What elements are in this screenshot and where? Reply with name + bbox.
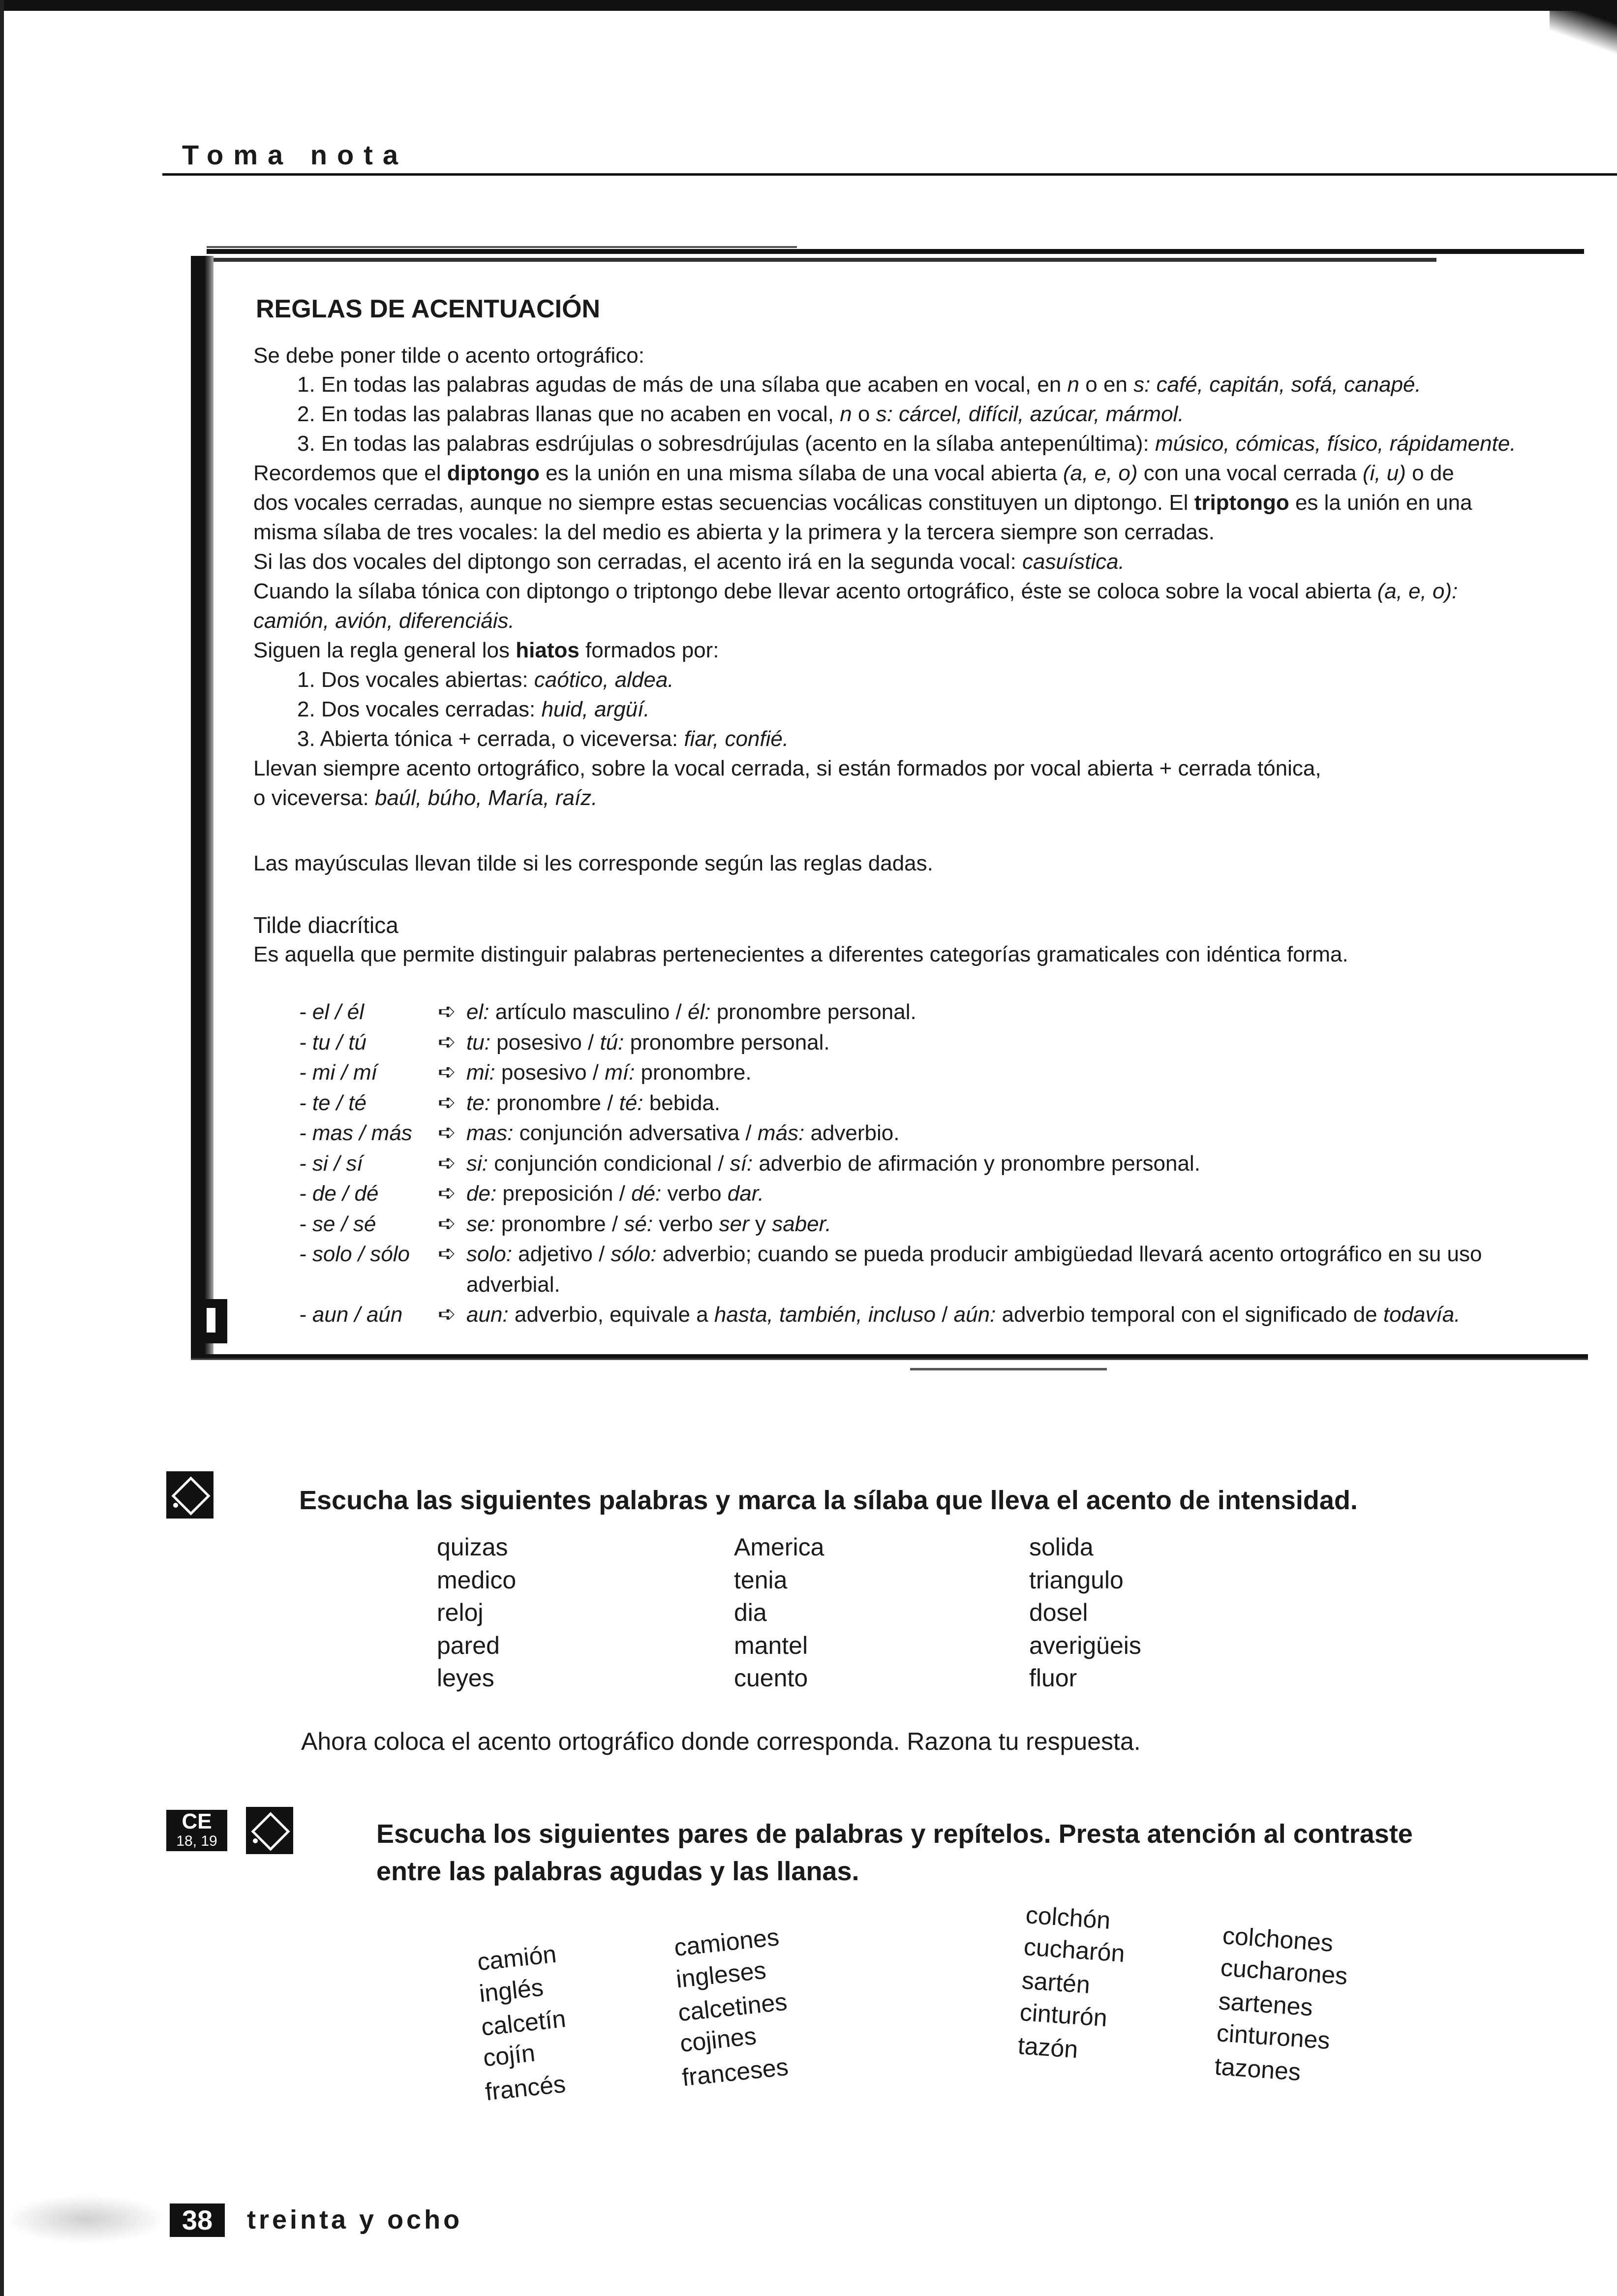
exercise-word: fluor — [1029, 1664, 1077, 1692]
pair-word: sartén — [1021, 1966, 1091, 1999]
pair-words: - mas / más — [299, 1121, 412, 1145]
pair-definition: te: pronombre / té: bebida. — [466, 1090, 721, 1115]
pair-word: colchones — [1221, 1922, 1334, 1957]
pair-words: - si / sí — [299, 1151, 363, 1176]
exercise-word: quizas — [437, 1533, 508, 1561]
audio-exercise-icon — [166, 1471, 214, 1519]
exercise-word: mantel — [734, 1631, 808, 1659]
pair-word: franceses — [680, 2052, 790, 2092]
pair-word: inglés — [478, 1973, 545, 2008]
arrow-icon: ➪ — [438, 999, 456, 1024]
hiato-1: 1. Dos vocales abiertas: caótico, aldea. — [297, 668, 674, 692]
llevan-line-1: Llevan siempre acento ortográfico, sobre la vocal cerrada, si están formados por vocal abierta + cerrada tónica, — [253, 756, 1321, 780]
exercise-word: solida — [1029, 1533, 1094, 1561]
arrow-icon: ➪ — [438, 1029, 456, 1054]
pair-words: - el / él — [299, 1000, 365, 1024]
exercise-2-title-line-2: entre las palabras agudas y las llanas. — [376, 1857, 859, 1886]
arrow-icon: ➪ — [438, 1241, 456, 1266]
hiato-3: 3. Abierta tónica + cerrada, o viceversa: fiar, confié. — [297, 727, 789, 751]
section-title: Toma nota — [182, 139, 408, 170]
scan-edge-top — [0, 0, 1617, 11]
pair-definition: mas: conjunción adversativa / más: adverbio. — [466, 1121, 900, 1145]
pair-word: tazón — [1017, 2031, 1079, 2064]
page-number-text: treinta y ocho — [247, 2205, 463, 2234]
pair-definition: se: pronombre / sé: verbo ser y saber. — [466, 1211, 831, 1236]
hiatos-intro: Siguen la regla general los hiatos formados por: — [253, 638, 719, 662]
pair-definition: adverbial. — [466, 1272, 560, 1297]
audio-exercise-icon — [246, 1807, 293, 1854]
box-bottom-stroke — [910, 1368, 1107, 1370]
pair-word: camiones — [672, 1923, 781, 1962]
exercise-word: reloj — [437, 1599, 484, 1626]
pair-word: calcetines — [676, 1987, 789, 2027]
llevan-line-2: o viceversa: baúl, búho, María, raíz. — [253, 786, 598, 810]
page-number: 38 — [170, 2203, 225, 2237]
arrow-icon: ➪ — [438, 1060, 456, 1084]
tilde-title: Tilde diacrítica — [253, 912, 398, 938]
exercise-word: America — [734, 1533, 824, 1561]
exercise-word: dosel — [1029, 1599, 1088, 1626]
scan-corner-shadow — [1550, 0, 1617, 54]
exercise-1-title: Escucha las siguientes palabras y marca la sílaba que lleva el acento de intensidad. — [299, 1486, 1358, 1515]
pair-definition: de: preposición / dé: verbo dar. — [466, 1181, 764, 1206]
pair-word: francés — [484, 2070, 567, 2106]
header-rule — [162, 173, 1617, 176]
exercise-2-title-line-1: Escucha los siguientes pares de palabras y repítelos. Presta atención al contraste — [376, 1819, 1413, 1849]
rules-title: REGLAS DE ACENTUACIÓN — [256, 295, 601, 323]
exercise-word: leyes — [437, 1664, 494, 1692]
pair-word: cojines — [678, 2022, 758, 2057]
pair-definition: mi: posesivo / mí: pronombre. — [466, 1060, 752, 1085]
hiato-2: 2. Dos vocales cerradas: huid, argüí. — [297, 697, 650, 721]
arrow-icon: ➪ — [438, 1150, 456, 1175]
exercise-word: dia — [734, 1599, 767, 1626]
arrow-icon: ➪ — [438, 1302, 456, 1326]
arrow-icon: ➪ — [438, 1090, 456, 1115]
exercise-word: cuento — [734, 1664, 808, 1692]
pair-word: calcetín — [480, 2005, 567, 2041]
mayusculas-note: Las mayúsculas llevan tilde si les corresponde según las reglas dadas. — [253, 851, 933, 875]
exercise-word: pared — [437, 1631, 500, 1659]
diptongo-line-4: Si las dos vocales del diptongo son cerradas, el acento irá en la segunda vocal: casuística. — [253, 550, 1125, 574]
pair-word: colchón — [1025, 1901, 1112, 1934]
ce-badge: CE 18, 19 — [166, 1810, 227, 1851]
pair-word: cojín — [482, 2039, 537, 2072]
rule-1: 1. En todas las palabras agudas de más de una sílaba que acaben en vocal, en n o en s: café, capitán, sofá, canapé. — [297, 372, 1421, 397]
box-top-border — [207, 246, 1584, 268]
pair-words: - de / dé — [299, 1181, 379, 1206]
pair-word: tazones — [1214, 2052, 1302, 2086]
box-left-border — [191, 256, 214, 1358]
scan-edge-left — [0, 0, 4, 2296]
rule-2: 2. En todas las palabras llanas que no acaben en vocal, n o s: cárcel, difícil, azúcar, mármol. — [297, 402, 1184, 426]
pair-words: - mi / mí — [299, 1060, 377, 1085]
pair-word: ingleses — [674, 1956, 767, 1993]
rule-3: 3. En todas las palabras esdrújulas o sobresdrújulas (acento en la sílaba antepenúltima): músico, cómicas, físico, rápidamente. — [297, 432, 1516, 456]
exercise-word: medico — [437, 1566, 517, 1594]
pair-word: cinturón — [1019, 1998, 1108, 2032]
diptongo-line-6: camión, avión, diferenciáis. — [253, 609, 515, 633]
exercise-word: averigüeis — [1029, 1631, 1141, 1659]
arrow-icon: ➪ — [438, 1120, 456, 1145]
pair-definition: aun: adverbio, equivale a hasta, también, incluso / aún: adverbio temporal con el significado de todavía. — [466, 1303, 1461, 1327]
scan-smudge — [5, 2195, 167, 2244]
pair-definition: tu: posesivo / tú: pronombre personal. — [466, 1030, 830, 1055]
tilde-intro: Es aquella que permite distinguir palabras pertenecientes a diferentes categorías gramaticales con idéntica forma. — [253, 942, 1348, 966]
pair-words: - tu / tú — [299, 1030, 366, 1055]
arrow-icon: ➪ — [438, 1211, 456, 1236]
pair-definition: si: conjunción condicional / sí: adverbio de afirmación y pronombre personal. — [466, 1151, 1200, 1176]
pair-words: - solo / sólo — [299, 1242, 410, 1266]
diptongo-line-5: Cuando la sílaba tónica con diptongo o triptongo debe llevar acento ortográfico, éste se coloca sobre la vocal abierta (a, e, o): — [253, 579, 1458, 603]
box-tab-mark — [193, 1299, 227, 1343]
pair-definition: el: artículo masculino / él: pronombre personal. — [466, 1000, 916, 1024]
pair-words: - te / té — [299, 1090, 366, 1115]
pair-word: cucharón — [1023, 1932, 1126, 1968]
pair-word: sartenes — [1218, 1987, 1314, 2021]
arrow-icon: ➪ — [438, 1181, 456, 1205]
pair-words: - aun / aún — [299, 1303, 403, 1327]
diptongo-line-3: misma sílaba de tres vocales: la del medio es abierta y la primera y la tercera siempre son cerradas. — [253, 520, 1215, 544]
diptongo-line-1: Recordemos que el diptongo es la unión en una misma sílaba de una vocal abierta (a, e, o) con una vocal cerrada (i, u) o de — [253, 461, 1454, 485]
diptongo-line-2: dos vocales cerradas, aunque no siempre estas secuencias vocálicas constituyen un diptongo. El triptongo es la unión en una — [253, 491, 1472, 515]
pair-word: cinturones — [1216, 2019, 1331, 2054]
exercise-1-note: Ahora coloca el acento ortográfico donde corresponda. Razona tu respuesta. — [301, 1728, 1141, 1755]
pair-word: camión — [476, 1940, 558, 1976]
rules-intro: Se debe poner tilde o acento ortográfico: — [253, 343, 644, 368]
box-bottom-border — [191, 1354, 1588, 1360]
pair-definition: solo: adjetivo / sólo: adverbio; cuando se pueda producir ambigüedad llevará acento ortográfico en su uso — [466, 1242, 1482, 1266]
pair-word: cucharones — [1220, 1954, 1349, 1990]
pair-words: - se / sé — [299, 1211, 376, 1236]
exercise-word: triangulo — [1029, 1566, 1124, 1594]
exercise-word: tenia — [734, 1566, 788, 1594]
